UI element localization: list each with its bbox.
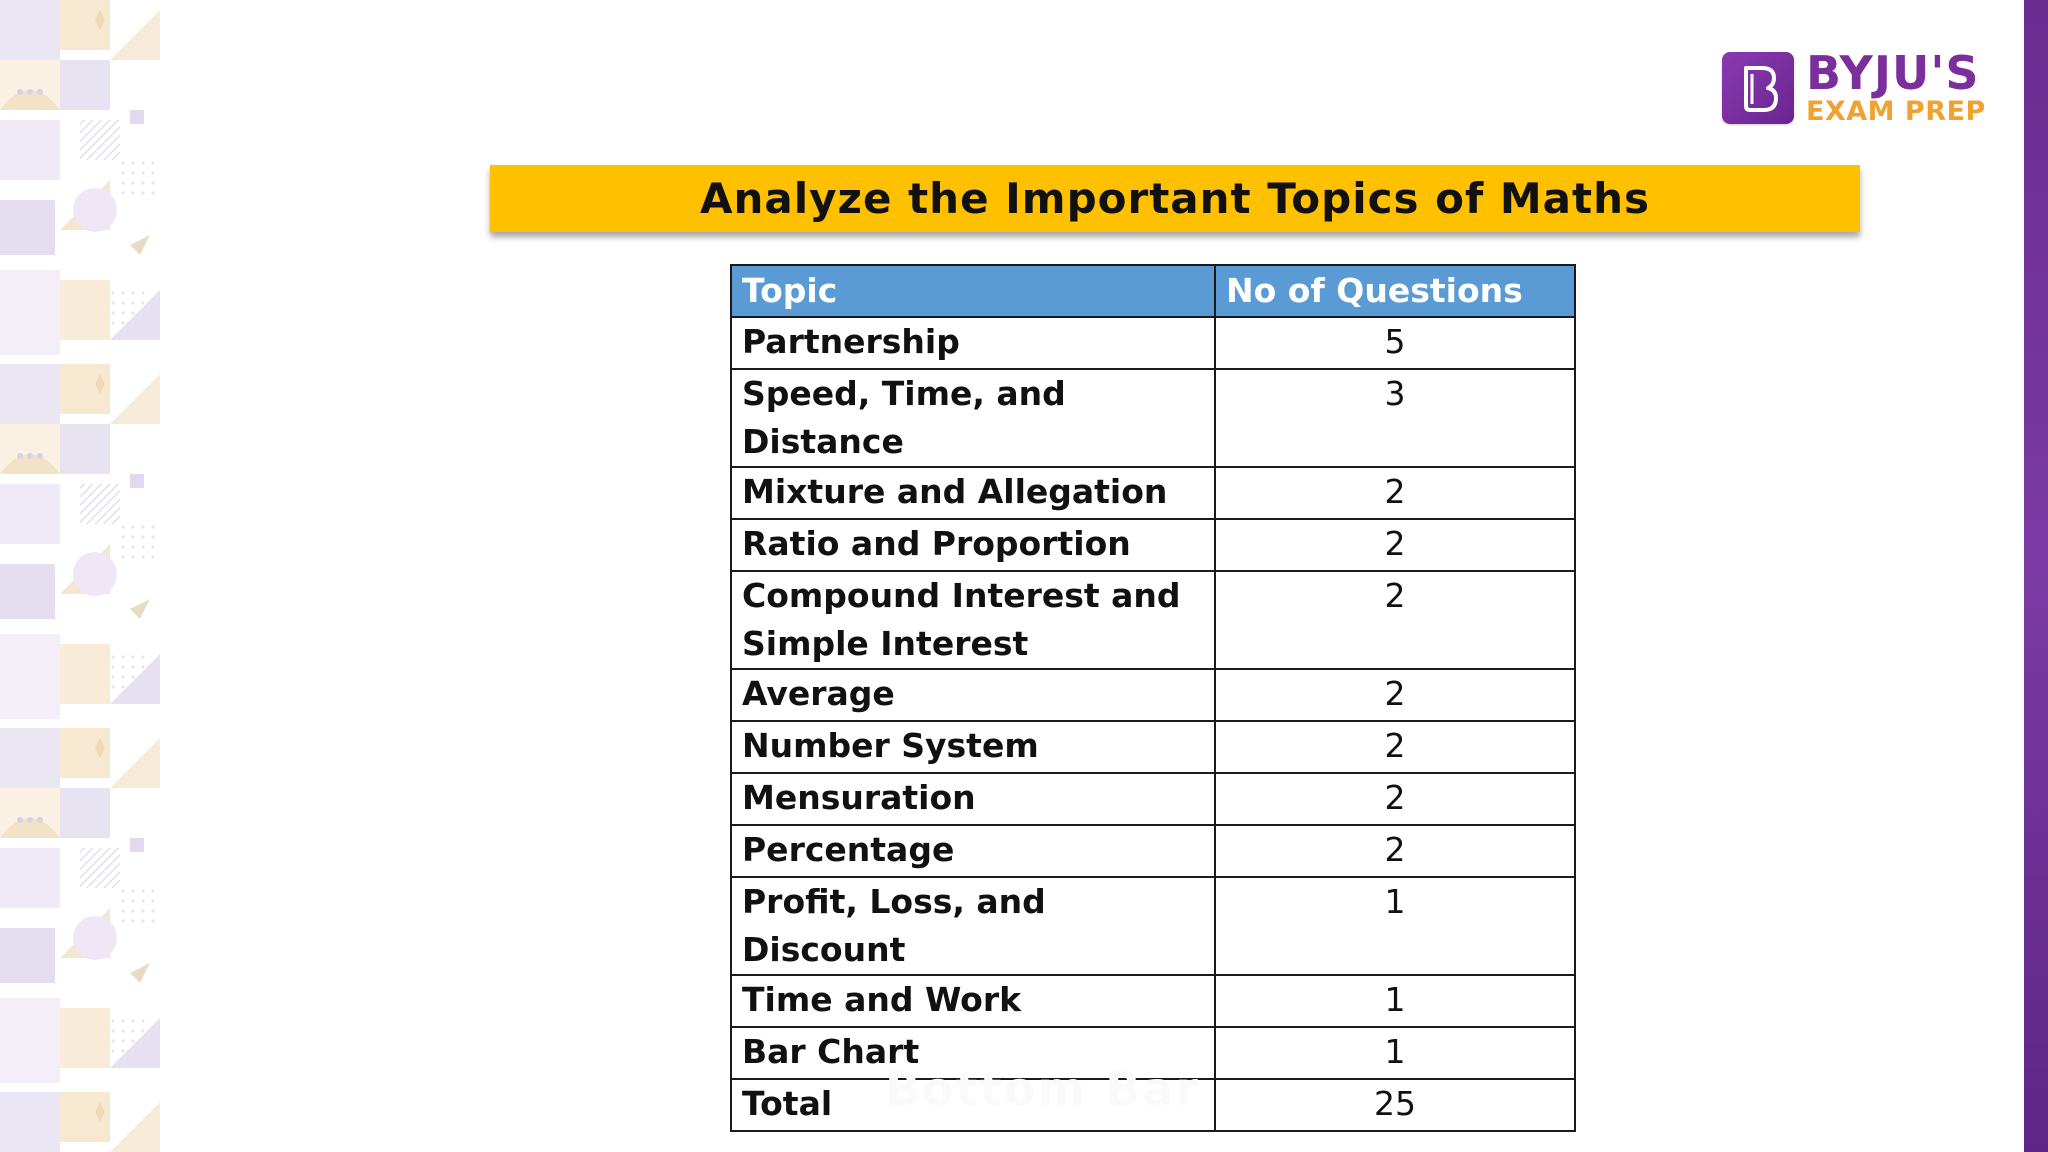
table-row — [731, 975, 1575, 1027]
total-count-cell: 25 — [1215, 1079, 1575, 1131]
topic-cell: Compound Interest and Simple Interest — [731, 571, 1215, 669]
count-cell: 2 — [1215, 721, 1575, 773]
topics-table — [730, 264, 1576, 1132]
table-row — [731, 317, 1575, 369]
table-row — [731, 721, 1575, 773]
page-title: Analyze the Important Topics of Maths — [700, 174, 1650, 223]
count-cell: 2 — [1215, 519, 1575, 571]
table-row — [731, 877, 1575, 975]
table-row — [731, 825, 1575, 877]
count-cell: 1 — [1215, 975, 1575, 1027]
footer-watermark: Bottom Bar — [885, 1062, 1200, 1116]
topic-cell: Ratio and Proportion — [731, 519, 1215, 571]
topic-cell: Profit, Loss, and Discount — [731, 877, 1215, 975]
topic-cell: Number System — [731, 721, 1215, 773]
byjus-logo — [1722, 46, 1986, 127]
count-cell: 5 — [1215, 317, 1575, 369]
topic-cell: Percentage — [731, 825, 1215, 877]
table-row — [731, 467, 1575, 519]
topic-cell: Mensuration — [731, 773, 1215, 825]
table-row — [731, 571, 1575, 669]
header-no-of-questions: No of Questions — [1215, 265, 1575, 317]
topic-cell: Time and Work — [731, 975, 1215, 1027]
logo-text — [1806, 46, 1986, 127]
count-cell: 2 — [1215, 773, 1575, 825]
topic-cell: Mixture and Allegation — [731, 467, 1215, 519]
count-cell: 2 — [1215, 825, 1575, 877]
topic-cell: Average — [731, 669, 1215, 721]
topic-cell: Bar Chart — [731, 1027, 1215, 1079]
count-cell: 2 — [1215, 467, 1575, 519]
table-header-row — [731, 265, 1575, 317]
count-cell: 3 — [1215, 369, 1575, 467]
total-label-cell: Total — [731, 1079, 1215, 1131]
logo-sub-text: EXAM PREP — [1806, 96, 1986, 127]
right-edge-band — [2024, 0, 2048, 1152]
pattern-graphic — [0, 0, 190, 1152]
count-cell: 1 — [1215, 1027, 1575, 1079]
decorative-pattern — [0, 0, 190, 1152]
table-row — [731, 773, 1575, 825]
topic-cell: Partnership — [731, 317, 1215, 369]
count-cell: 2 — [1215, 669, 1575, 721]
byjus-logo-mark-icon — [1722, 52, 1794, 124]
title-bar — [490, 165, 1860, 232]
header-topic: Topic — [731, 265, 1215, 317]
logo-brand-text: BYJU'S — [1806, 46, 1980, 100]
count-cell: 1 — [1215, 877, 1575, 975]
count-cell: 2 — [1215, 571, 1575, 669]
table-row — [731, 669, 1575, 721]
topic-cell: Speed, Time, and Distance — [731, 369, 1215, 467]
table-row — [731, 519, 1575, 571]
table-row — [731, 369, 1575, 467]
